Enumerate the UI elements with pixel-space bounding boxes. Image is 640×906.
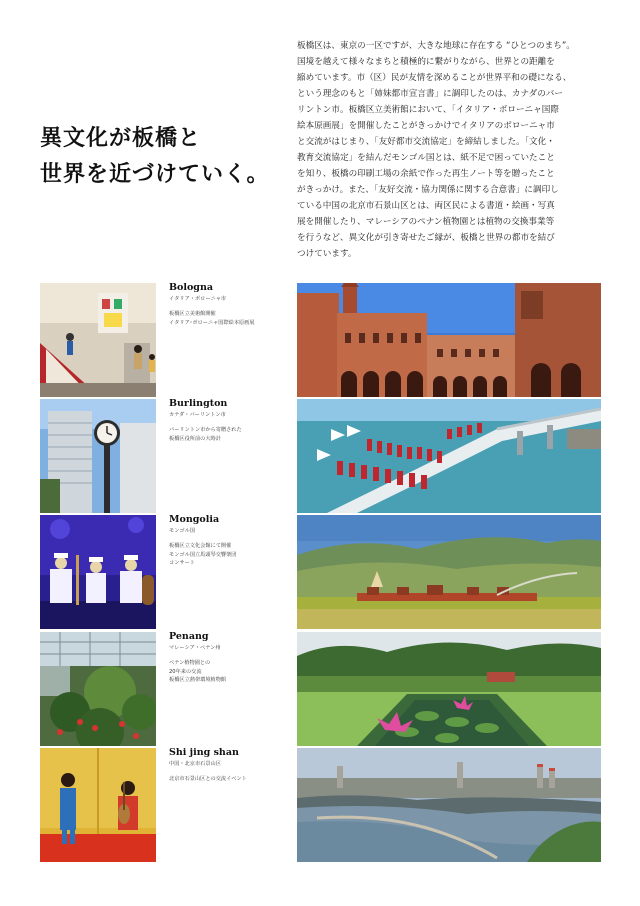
intro-line: 展を開催したり、マレーシアのペナン植物園とは植物の交換事業等 — [297, 217, 555, 227]
mongolia-landscape-photo — [297, 515, 601, 629]
city-name: Burlington — [169, 398, 228, 409]
intro-line: という理念のもと「姉妹都市宣言書」に調印したのは、カナダのバー — [297, 89, 563, 99]
city-country: マレーシア・ペナン州 — [169, 645, 221, 651]
bologna-museum-photo — [40, 283, 156, 397]
penang-greenhouse-photo — [40, 632, 156, 746]
city-name: Penang — [169, 631, 209, 642]
city-country: カナダ・バーリントン市 — [169, 412, 226, 418]
desc-line: 板橋区立熱帯環境植物館 — [169, 677, 227, 684]
penang-garden-photo — [297, 632, 601, 746]
city-description — [169, 426, 289, 443]
desc-line: ペナン植物園との — [169, 660, 211, 666]
intro-line: 国境を越えて様々なまちと積極的に繋がりながら、世界との距離を — [297, 57, 555, 67]
intro-line: がきっかけ。また、「友好交流・協力関係に関する合意書」に調印し — [297, 185, 559, 195]
bologna-piazza-photo — [297, 283, 601, 397]
desc-line: 北京市石景山区との交流イベント — [169, 776, 247, 782]
city-name: Shi jing shan — [169, 747, 239, 758]
caption-mongolia — [169, 514, 289, 568]
caption-shijingshan — [169, 747, 289, 784]
intro-line: を知り、板橋の印刷工場の余紙で作った再生ノート等を贈ったこと — [297, 169, 555, 179]
city-country: イタリア・ボローニャ市 — [169, 296, 227, 302]
desc-line: 板橋区役所前の大時計 — [169, 435, 221, 442]
desc-line: イタリア･ボローニャ国際絵本原画展 — [169, 319, 255, 326]
burlington-clock-photo — [40, 399, 156, 513]
intro-line: リントン市。板橋区立美術館において、「イタリア・ボローニャ国際 — [297, 105, 559, 115]
desc-line: バーリントン市から寄贈された — [169, 427, 242, 433]
city-country: モンゴル国 — [169, 528, 195, 534]
intro-line: 教育交流協定」を結んだモンゴル国とは、紙不足で困っていたこと — [297, 153, 555, 163]
city-name: Mongolia — [169, 514, 220, 525]
desc-line: モンゴル国立馬頭琴交響楽団 — [169, 551, 237, 558]
desc-line: 20年来の交流 — [169, 668, 202, 675]
desc-line: コンサート — [169, 560, 195, 567]
intro-line: と交流がはじまり、「友好都市交流協定」を締結しました。「文化・ — [297, 137, 555, 147]
city-description — [169, 542, 289, 568]
caption-burlington — [169, 398, 289, 443]
headline-line: 異文化が板橋と — [40, 125, 202, 151]
mongolia-concert-photo — [40, 515, 156, 629]
shijingshan-event-photo — [40, 748, 156, 862]
city-description — [169, 659, 289, 685]
intro-line: つけています。 — [297, 249, 357, 259]
shijingshan-aerial-photo — [297, 748, 601, 862]
intro-paragraph — [297, 38, 602, 262]
intro-line: ている中国の北京市石景山区とは、両区民による書道・絵画・写真 — [297, 201, 555, 211]
desc-line: 板橋区立美術館開催 — [169, 311, 216, 317]
headline-line: 世界を近づけていく。 — [40, 161, 270, 187]
caption-penang — [169, 631, 289, 685]
caption-bologna — [169, 282, 289, 327]
city-description — [169, 775, 289, 784]
intro-line: を行うなど、異文化が引き寄せたご縁が、板橋と世界の都市を結び — [297, 233, 555, 243]
city-country: 中国・北京市石景山区 — [169, 761, 221, 767]
burlington-parade-photo — [297, 399, 601, 513]
city-name: Bologna — [169, 282, 214, 293]
desc-line: 板橋区立文化会館にて開催 — [169, 543, 232, 549]
page-headline — [40, 120, 280, 192]
city-description — [169, 310, 289, 327]
intro-line: 板橋区は、東京の一区ですが、大きな地球に存在する “ひとつのまち”。 — [297, 41, 575, 51]
intro-line: 縮めています。市（区）民が友情を深めることが世界平和の礎になる、 — [297, 73, 572, 83]
intro-line: 絵本原画展」を開催したことがきっかけでイタリアのボローニャ市 — [297, 121, 555, 131]
